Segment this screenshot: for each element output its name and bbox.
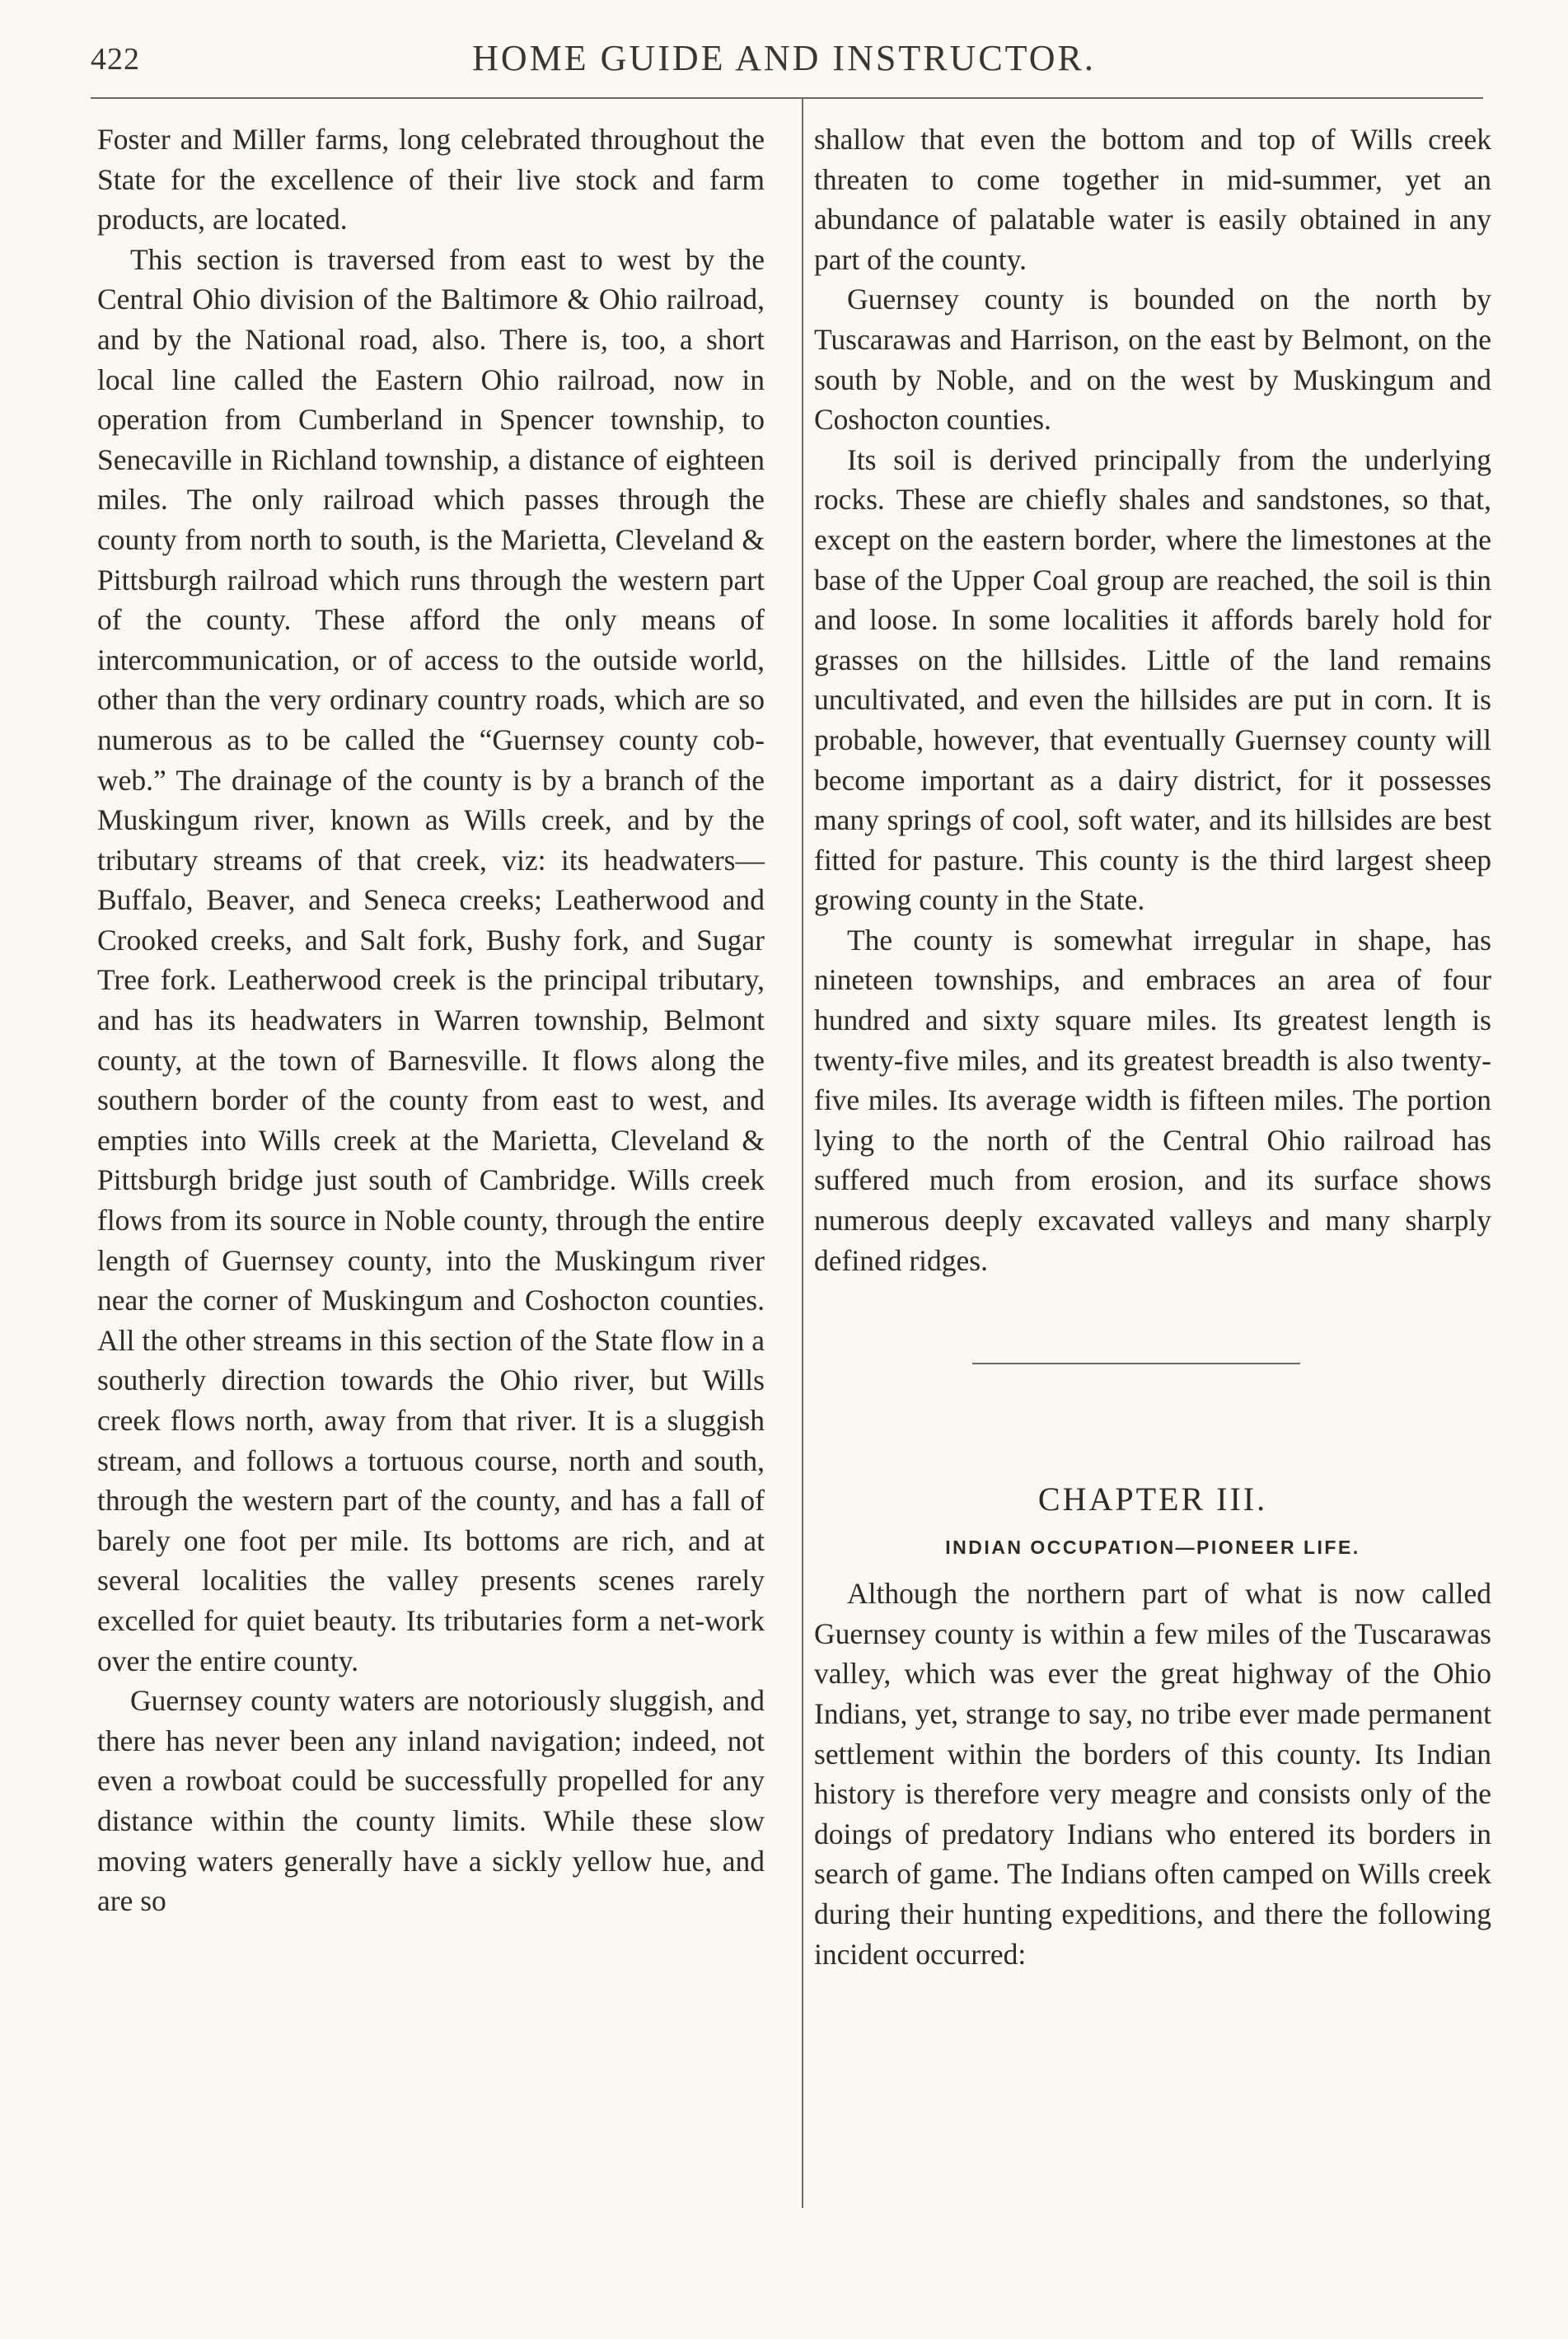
paragraph: Foster and Miller farms, long celebrated throughout the State for the excellence of their live stock and farm products, are located. bbox=[97, 123, 765, 236]
paragraph: Guernsey county waters are notoriously sluggish, and there has never been any inland navigation; indeed, not even a rowboat could be successfully propelled for any distance within the county limits. While these slow moving waters generally have a sickly yellow hue, and are so bbox=[97, 1684, 765, 1918]
paragraph: Guernsey county is bounded on the north by Tuscarawas and Harrison, on the east by Belmont, on the south by Noble, and on the west by Muskingum and Coshocton counties. bbox=[814, 283, 1491, 437]
paragraph: shallow that even the bottom and top of Wills creek threaten to come together in mid-summer, yet an abundance of palatable water is easily obtained in any part of the county. bbox=[814, 123, 1491, 276]
paragraph: The county is somewhat irregular in shape, has nineteen townships, and embraces an area of four hundred and sixty square miles. Its greatest length is twenty-five miles, and its greatest breadth is also twenty-five miles. Its average width is fifteen miles. The portion lying to the north of the Central Ohio railroad has suffered much from erosion, and its surface shows numerous deeply excavated valleys and many sharply defined ridges. bbox=[814, 923, 1491, 1277]
paragraph: This section is traversed from east to west by the Central Ohio division of the Baltimore & Ohio railroad, and by the National road, also. There is, too, a short local line called the Eastern Ohio railroad, now in operation from Cumberland in Spencer township, to Senecaville in Richland township, a distance of eighteen miles. The only railroad which passes through the county from north to south, is the Marietta, Cleveland & Pittsburgh railroad which runs through the western part of the county. These afford the only means of intercommunication, or of access to the outside world, other than the very ordinary country roads, which are so numerous as to be called the “Guernsey county cobweb.” The drainage of the county is by a branch of the Muskingum river, known as Wills creek, and by the tributary streams of that creek, viz: its headwaters—Buffalo, Beaver, and Seneca creeks; Leatherwood and Crooked creeks, and Salt fork, Bushy fork, and Sugar Tree fork. Leatherwood creek is the principal tributary, and has its headwaters in Warren township, Belmont county, at the town of Barnesville. It flows along the southern border of the county from east to west, and empties into Wills creek at the Marietta, Cleveland & Pittsburgh bridge just south of Cambridge. Wills creek flows from its source in Noble county, through the entire length of Guernsey county, into the Muskingum river near the corner of Muskingum and Coshocton counties. All the other streams in this section of the State flow in a southerly direction towards the Ohio river, but Wills creek flows north, away from that river. It is a sluggish stream, and follows a tortuous course, north and south, through the western part of the county, and has a fall of barely one foot per mile. Its bottoms are rich, and at several localities the valley presents scenes rarely excelled for quiet beauty. Its tributaries form a net-work over the entire county. bbox=[97, 242, 765, 1677]
section-rule bbox=[972, 1363, 1300, 1364]
header-rule bbox=[91, 97, 1483, 99]
page-number: 422 bbox=[91, 42, 140, 77]
left-column bbox=[97, 119, 765, 1921]
right-column bbox=[814, 119, 1491, 1974]
column-divider bbox=[802, 99, 803, 2208]
chapter-paragraph: Although the northern part of what is now called Guernsey county is within a few miles of the Tuscarawas valley, which was ever the great highway of the Ohio Indians, yet, strange to say, no tribe ever made permanent settlement within the borders of this county. Its Indian history is therefore very meagre and consists only of the doings of predatory Indians who entered its borders in search of game. The Indians often camped on Wills creek during their hunting expeditions, and there the following incident occurred: bbox=[814, 1577, 1491, 1971]
chapter-title: CHAPTER III. bbox=[1037, 1481, 1268, 1518]
running-title: HOME GUIDE AND INSTRUCTOR. bbox=[472, 38, 1096, 78]
paragraph: Its soil is derived principally from the underlying rocks. These are chiefly shales and sandstones, so that, except on the eastern border, where the limestones at the base of the Upper Coal group are reached, the soil is thin and loose. In some localities it affords barely hold for grasses on the hillsides. Little of the land remains uncultivated, and even the hillsides are put in corn. It is probable, however, that eventually Guernsey county will become important as a dairy district, for it possesses many springs of cool, soft water, and its hillsides are best fitted for pasture. This county is the third largest sheep growing county in the State. bbox=[814, 442, 1491, 917]
chapter-subtitle: INDIAN OCCUPATION—PIONEER LIFE. bbox=[945, 1537, 1360, 1559]
